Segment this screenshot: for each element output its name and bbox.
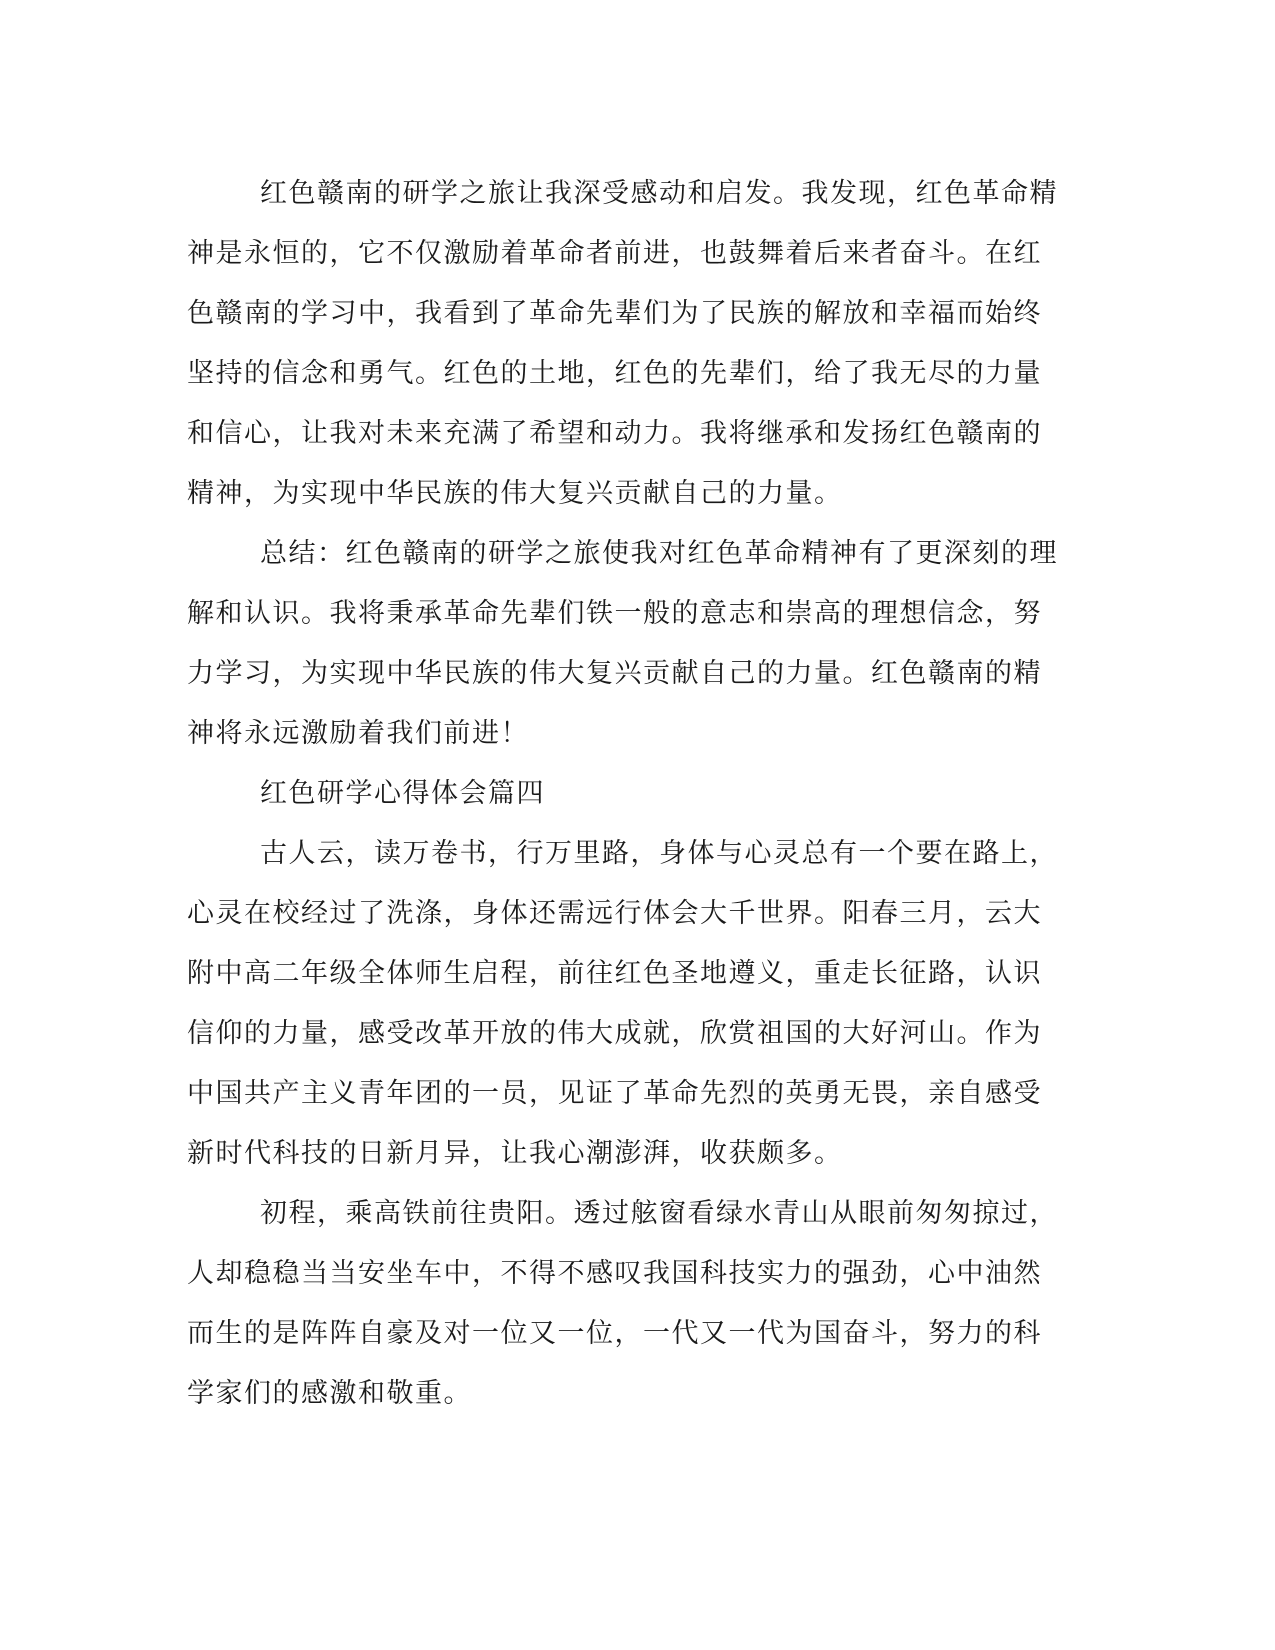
text-line: 新时代科技的日新月异，让我心潮澎湃，收获颇多。 — [187, 1138, 843, 1169]
text-line: 神是永恒的，它不仅激励着革命者前进，也鼓舞着后来者奋斗。在红 — [187, 238, 1042, 269]
paragraph-3 — [187, 824, 1067, 1184]
heading-text: 红色研学心得体会篇四 — [260, 778, 545, 809]
text-line: 初程，乘高铁前往贵阳。透过舷窗看绿水青山从眼前匆匆掠过， — [260, 1198, 1058, 1229]
text-line: 中国共产主义青年团的一员，见证了革命先烈的英勇无畏，亲自感受 — [187, 1078, 1042, 1109]
text-line: 附中高二年级全体师生启程，前往红色圣地遵义，重走长征路，认识 — [187, 958, 1042, 989]
text-line: 红色赣南的研学之旅让我深受感动和启发。我发现，红色革命精 — [260, 178, 1058, 209]
text-line: 坚持的信念和勇气。红色的土地，红色的先辈们，给了我无尽的力量 — [187, 358, 1042, 389]
text-line: 学家们的感激和敬重。 — [187, 1378, 472, 1409]
text-line: 解和认识。我将秉承革命先辈们铁一般的意志和崇高的理想信念，努 — [187, 598, 1042, 629]
text-line: 精神，为实现中华民族的伟大复兴贡献自己的力量。 — [187, 478, 843, 509]
text-line: 总结：红色赣南的研学之旅使我对红色革命精神有了更深刻的理 — [260, 538, 1058, 569]
paragraph-2 — [187, 524, 1067, 764]
text-line: 心灵在校经过了洗涤，身体还需远行体会大千世界。阳春三月，云大 — [187, 898, 1042, 929]
text-line: 神将永远激励着我们前进！ — [187, 718, 529, 749]
text-line: 而生的是阵阵自豪及对一位又一位，一代又一代为国奋斗，努力的科 — [187, 1318, 1042, 1349]
document-body — [187, 164, 1067, 1424]
text-line: 古人云，读万卷书，行万里路，身体与心灵总有一个要在路上， — [260, 838, 1058, 869]
text-line: 信仰的力量，感受改革开放的伟大成就，欣赏祖国的大好河山。作为 — [187, 1018, 1042, 1049]
text-line: 色赣南的学习中，我看到了革命先辈们为了民族的解放和幸福而始终 — [187, 298, 1042, 329]
text-line: 力学习，为实现中华民族的伟大复兴贡献自己的力量。红色赣南的精 — [187, 658, 1042, 689]
paragraph-1 — [187, 164, 1067, 524]
text-line: 人却稳稳当当安坐车中，不得不感叹我国科技实力的强劲，心中油然 — [187, 1258, 1042, 1289]
section-heading — [187, 764, 1067, 824]
text-line: 和信心，让我对未来充满了希望和动力。我将继承和发扬红色赣南的 — [187, 418, 1042, 449]
paragraph-4 — [187, 1184, 1067, 1424]
